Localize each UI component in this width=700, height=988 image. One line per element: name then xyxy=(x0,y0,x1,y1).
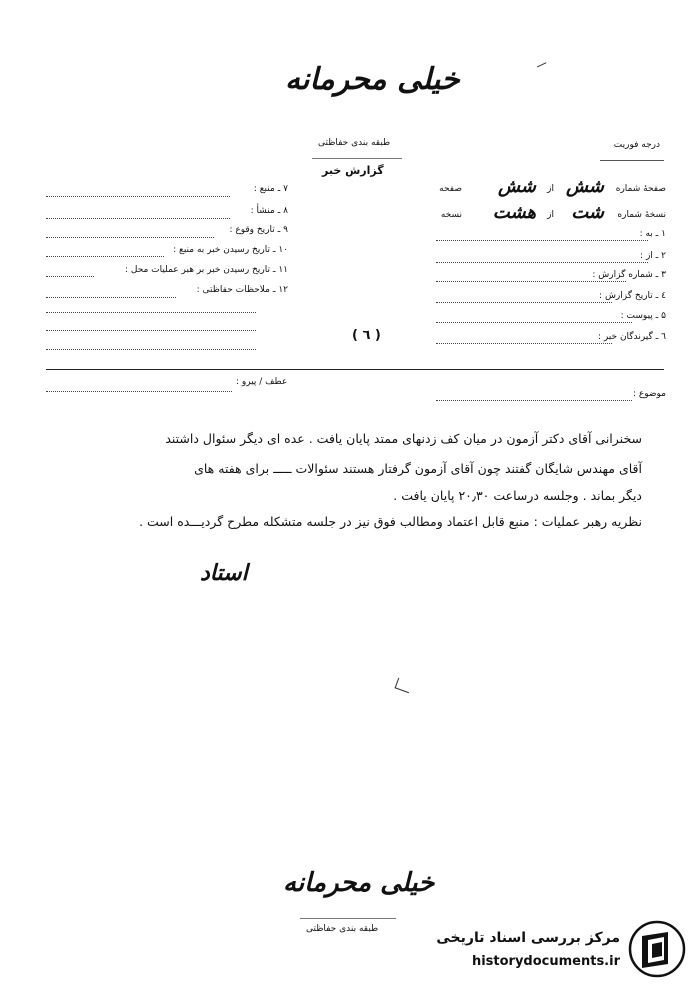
watermark-logo-icon xyxy=(628,920,686,978)
copy-suffix: نسخه xyxy=(440,210,462,220)
stray-mark xyxy=(537,62,549,73)
subject-label: موضوع : xyxy=(632,389,666,399)
page-number-line xyxy=(430,178,666,200)
number-mark: ( ٦ ) xyxy=(352,328,381,343)
copy-number-line xyxy=(430,204,666,226)
field-to: ۱ ـ به : xyxy=(639,229,666,239)
watermark-org-name: مرکز بررسی اسناد تاریخی xyxy=(436,930,620,946)
field-origin: ۸ ـ منشأ : xyxy=(250,206,288,216)
body-line-2: آقای مهندس شایگان گفتند چون آقای آزمون گرفتار هستند سئوالات ـــــ برای هفته های xyxy=(194,461,642,476)
form-title: گزارش خبر xyxy=(322,164,384,177)
notes-line-2 xyxy=(46,312,256,313)
classification-label: طبقه بندی حفاظتی xyxy=(318,138,391,148)
body-line-4: نظریه رهبر عملیات : منبع قابل اعتماد ومطالب فوق نیز در جلسه متشکله مطرح گردیـــده است . xyxy=(139,514,642,529)
notes-line-3 xyxy=(46,330,256,331)
field-date-to-operations: ۱۱ ـ تاریخ رسیدن خبر بر هبر عملیات محل : xyxy=(124,265,288,275)
copy-total-value: هشت xyxy=(492,202,536,223)
copy-from-label: از xyxy=(547,210,554,220)
field-recipients: ٦ ـ گیرندگان خبر : xyxy=(597,332,666,342)
field-date-to-source: ۱۰ ـ تاریخ رسیدن خبر به منبع : xyxy=(173,245,288,255)
section-divider xyxy=(46,369,664,370)
watermark xyxy=(428,916,690,982)
page-total-value: شش xyxy=(497,176,536,197)
bottom-classification-label: طبقه بندی حفاظتی xyxy=(306,924,379,934)
body-line-1: سخنرانی آقای دکتر آزمون در میان کف زدنهای ممتد پایان یافت . عده ای دیگر سئوال داشتند xyxy=(165,431,642,446)
field-security-notes: ۱۲ ـ ملاحظات حفاظتی : xyxy=(196,285,288,295)
field-occurrence-date: ۹ ـ تاریخ وقوع : xyxy=(229,225,288,235)
priority-label: درجه فوریت xyxy=(613,140,660,150)
field-attachment: ۵ ـ پیوست : xyxy=(620,311,666,321)
reference-label: عطف / پیرو : xyxy=(236,377,288,387)
scribble-mark xyxy=(395,678,413,693)
bottom-classification: خیلی محرمانه xyxy=(283,868,435,898)
bottom-classification-rule xyxy=(300,918,396,919)
watermark-url: historydocuments.ir xyxy=(471,954,620,969)
body-line-3: دیگر بماند . وجلسه درساعت ۲۰٫۳۰ پایان یافت . xyxy=(393,488,642,503)
notes-line-4 xyxy=(46,349,256,350)
page-number-value: شش xyxy=(565,176,604,197)
field-report-number: ۳ ـ شماره گزارش : xyxy=(592,270,666,280)
page-from-label: از xyxy=(547,184,554,194)
copy-number-value: شت xyxy=(571,202,604,223)
priority-rule xyxy=(600,160,664,161)
classification-rule xyxy=(312,158,402,159)
signature: استاد xyxy=(200,560,248,586)
top-classification: خیلی محرمانه xyxy=(285,62,460,97)
field-report-date: ٤ ـ تاریخ گزارش : xyxy=(599,291,666,301)
field-source: ۷ ـ منبع : xyxy=(253,184,288,194)
page-number-label: صفحهٔ شماره xyxy=(615,184,666,194)
page-suffix: صفحه xyxy=(439,184,462,194)
field-from: ۲ ـ از : xyxy=(640,251,666,261)
copy-number-label: نسخهٔ شماره xyxy=(617,210,666,220)
